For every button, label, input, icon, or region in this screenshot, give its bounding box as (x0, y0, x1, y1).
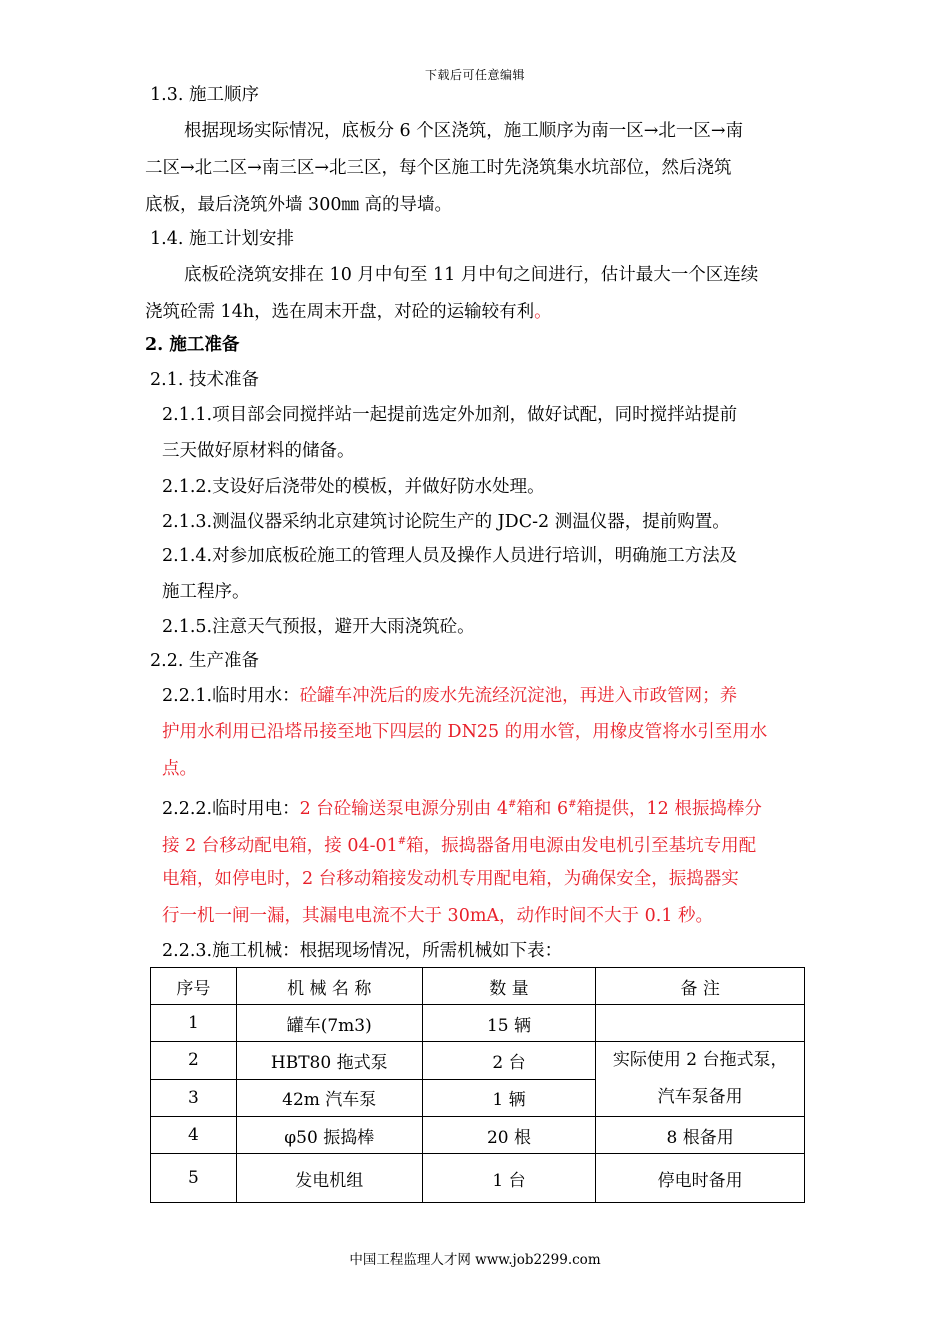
table-cell: 1 (151, 1005, 237, 1042)
merged-note-cell (596, 1042, 805, 1117)
item-2-1-3: 2.1.3.测温仪器采纳北京建筑讨论院生产的 JDC-2 测温仪器，提前购置。 (162, 512, 730, 532)
paragraph-text: 浇筑砼需 14h，选在周末开盘，对砼的运输较有利 (145, 302, 535, 322)
red-text: 箱和 6 (516, 798, 569, 819)
table-cell: 停电时备用 (596, 1154, 805, 1203)
note-line: 实际使用 2 台拖式泵， (612, 1050, 788, 1070)
table-cell: 8 根备用 (596, 1117, 805, 1154)
item-2-1-1-cont: 三天做好原材料的储备。 (162, 441, 355, 461)
header-note: 下载后可任意编辑 (424, 68, 525, 82)
paragraph-line: 根据现场实际情况，底板分 6 个区浇筑，施工顺序为南一区→北一区→南 (184, 121, 744, 141)
header-cell: 备 注 (596, 968, 805, 1005)
table-cell: 5 (151, 1154, 237, 1203)
red-text: 2 台砼输送泵电源分别由 4 (299, 798, 508, 819)
item-label: 2.2.2.临时用电： (162, 798, 300, 819)
heading-1-3: 1.3. 施工顺序 (150, 85, 259, 105)
table-cell: 2 台 (422, 1042, 596, 1080)
red-line: 护用水利用已沿塔吊接至地下四层的 DN25 的用水管，用橡皮管将水引至用水 (162, 722, 768, 742)
item-2-2-1 (162, 685, 737, 707)
item-2-1-5: 2.1.5.注意天气预报，避开大雨浇筑砼。 (162, 617, 475, 637)
item-label: 2.2.1.临时用水： (162, 686, 300, 706)
table-cell: 发电机组 (236, 1154, 422, 1203)
table-cell: 1 辆 (422, 1079, 596, 1117)
table-cell: 42m 汽车泵 (236, 1079, 422, 1117)
red-text: 箱提供，12 根振捣棒分 (576, 798, 762, 819)
paragraph-line: 底板，最后浇筑外墙 300㎜ 高的导墙。 (145, 195, 453, 215)
paragraph-line (145, 301, 552, 323)
header-cell: 机 械 名 称 (236, 968, 422, 1005)
superscript: # (568, 799, 577, 810)
superscript: # (397, 836, 407, 847)
table-cell: HBT80 拖式泵 (236, 1042, 422, 1080)
item-2-1-2: 2.1.2.支设好后浇带处的模板，并做好防水处理。 (162, 477, 545, 497)
paragraph-line: 底板砼浇筑安排在 10 月中旬至 11 月中旬之间进行，估计最大一个区连续 (184, 265, 759, 285)
heading-2-1: 2.1. 技术准备 (150, 370, 259, 390)
red-text: 箱，振捣器备用电源由发电机引至基坑专用配 (406, 835, 757, 856)
red-line: 电箱，如停电时，2 台移动箱接发动机专用配电箱，为确保安全，振捣器实 (162, 869, 739, 889)
table-cell: 3 (151, 1079, 237, 1117)
item-2-1-1: 2.1.1.项目部会同搅拌站一起提前选定外加剂，做好试配，同时搅拌站提前 (162, 405, 738, 425)
table-cell: 2 (151, 1042, 237, 1080)
red-text: 接 2 台移动配电箱，接 04-01 (162, 835, 398, 856)
item-2-2-3: 2.2.3.施工机械：根据现场情况，所需机械如下表： (162, 941, 563, 961)
table-cell: 4 (151, 1117, 237, 1154)
red-line (162, 831, 756, 857)
table-cell: 20 根 (422, 1117, 596, 1154)
red-period: 。 (534, 302, 552, 322)
heading-1-4: 1.4. 施工计划安排 (150, 229, 294, 249)
table-cell (596, 1005, 805, 1042)
item-2-1-4-cont: 施工程序。 (162, 582, 250, 602)
table-row (151, 1154, 805, 1203)
machinery-table (150, 967, 805, 1203)
table-cell: 1 台 (422, 1154, 596, 1203)
heading-2: 2. 施工准备 (145, 335, 240, 355)
red-line: 行一机一闸一漏，其漏电电流不大于 30mA，动作时间不大于 0.1 秒。 (162, 906, 714, 926)
table-cell: 罐车(7m3) (236, 1005, 422, 1042)
table-row (151, 1117, 805, 1154)
table-row (151, 1042, 805, 1080)
paragraph-line: 二区→北二区→南三区→北三区，每个区施工时先浇筑集水坑部位，然后浇筑 (145, 158, 732, 178)
item-2-2-2 (162, 794, 762, 820)
red-line: 点。 (162, 759, 197, 779)
red-text: 砼罐车冲洗后的废水先流经沉淀池，再进入市政管网；养 (299, 686, 738, 706)
table-cell: φ50 振捣棒 (236, 1117, 422, 1154)
heading-2-2: 2.2. 生产准备 (150, 651, 259, 671)
table-header-row (151, 968, 805, 1005)
header-cell: 数 量 (422, 968, 596, 1005)
note-line: 汽车泵备用 (657, 1087, 743, 1107)
table-cell: 15 辆 (422, 1005, 596, 1042)
superscript: # (508, 799, 517, 810)
footer: 中国工程监理人才网 www.job2299.com (349, 1252, 601, 1268)
header-cell: 序号 (151, 968, 237, 1005)
item-2-1-4: 2.1.4.对参加底板砼施工的管理人员及操作人员进行培训，明确施工方法及 (162, 546, 738, 566)
table-row (151, 1005, 805, 1042)
